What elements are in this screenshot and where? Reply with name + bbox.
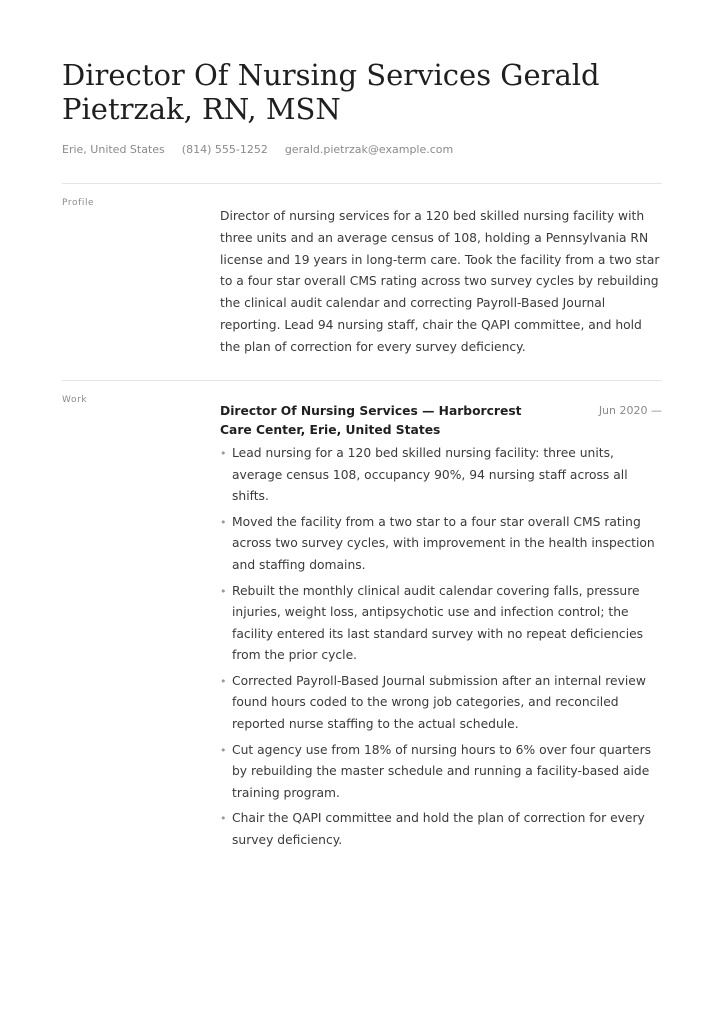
bullet-text: Moved the facility from a two star to a four star overall CMS rating across two survey cycles, with improvement in the health inspection and staffing domains. [232, 514, 655, 572]
phone-text: (814) 555-1252 [181, 143, 268, 156]
list-item [220, 740, 662, 805]
profile-section-label: Profile [62, 198, 95, 208]
list-item [220, 671, 662, 736]
bullet-text: Cut agency use from 18% of nursing hours to 6% over four quarters by rebuilding the master schedule and running a facility-based aide training program. [232, 742, 652, 800]
list-item [220, 512, 662, 577]
candidate-name: Director Of Nursing Services Gerald Pietrzak, RN, MSN [62, 58, 600, 126]
list-item [220, 581, 662, 667]
divider [62, 380, 662, 381]
bullet-text: Rebuilt the monthly clinical audit calendar covering falls, pressure injuries, weight loss, antipsychotic use and infection control; the facility entered its last standard survey with no repeat deficiencies from the prior cycle. [232, 583, 644, 663]
bullet-text: Corrected Payroll-Based Journal submission after an internal review found hours coded to the wrong job categories, and reconciled reported nurse staffing to the actual schedule. [232, 673, 646, 731]
bullet-text: Lead nursing for a 120 bed skilled nursing facility: three units, average census 108, occupancy 90%, 94 nursing staff across all shifts. [232, 446, 628, 503]
job-title: Director Of Nursing Services — Harborcrest Care Center, Erie, United States [220, 404, 522, 437]
bullet-text: Chair the QAPI committee and hold the plan of correction for every survey deficiency. [232, 811, 645, 847]
bullet-icon: • [220, 743, 227, 757]
list-item [220, 443, 662, 508]
bullet-icon: • [220, 447, 227, 460]
job-dates: Jun 2020 — [598, 404, 662, 417]
work-section-label: Work [62, 395, 88, 405]
email-text: gerald.pietrzak@example.com [284, 143, 454, 156]
job-bullet-list [220, 443, 662, 856]
bullet-icon: • [220, 584, 227, 598]
list-item [220, 808, 662, 851]
location-text: Erie, United States [62, 143, 165, 156]
profile-summary: Director of nursing services for a 120 bed skilled nursing facility with three units and an average census of 108, holding a Pennsylvania RN license and 19 years in long-term care. Took the facility from a two star to a four star overall CMS rating across two survey cycles by rebuilding the clinical audit calendar and correcting Payroll-Based Journal reporting. Lead 94 nursing staff, chair the QAPI committee, and hold the plan of correction for every survey deficiency. [220, 209, 660, 354]
bullet-icon: • [220, 515, 227, 529]
contact-line [62, 143, 662, 156]
bullet-icon: • [220, 674, 227, 688]
bullet-icon: • [220, 812, 227, 826]
divider [62, 183, 662, 184]
